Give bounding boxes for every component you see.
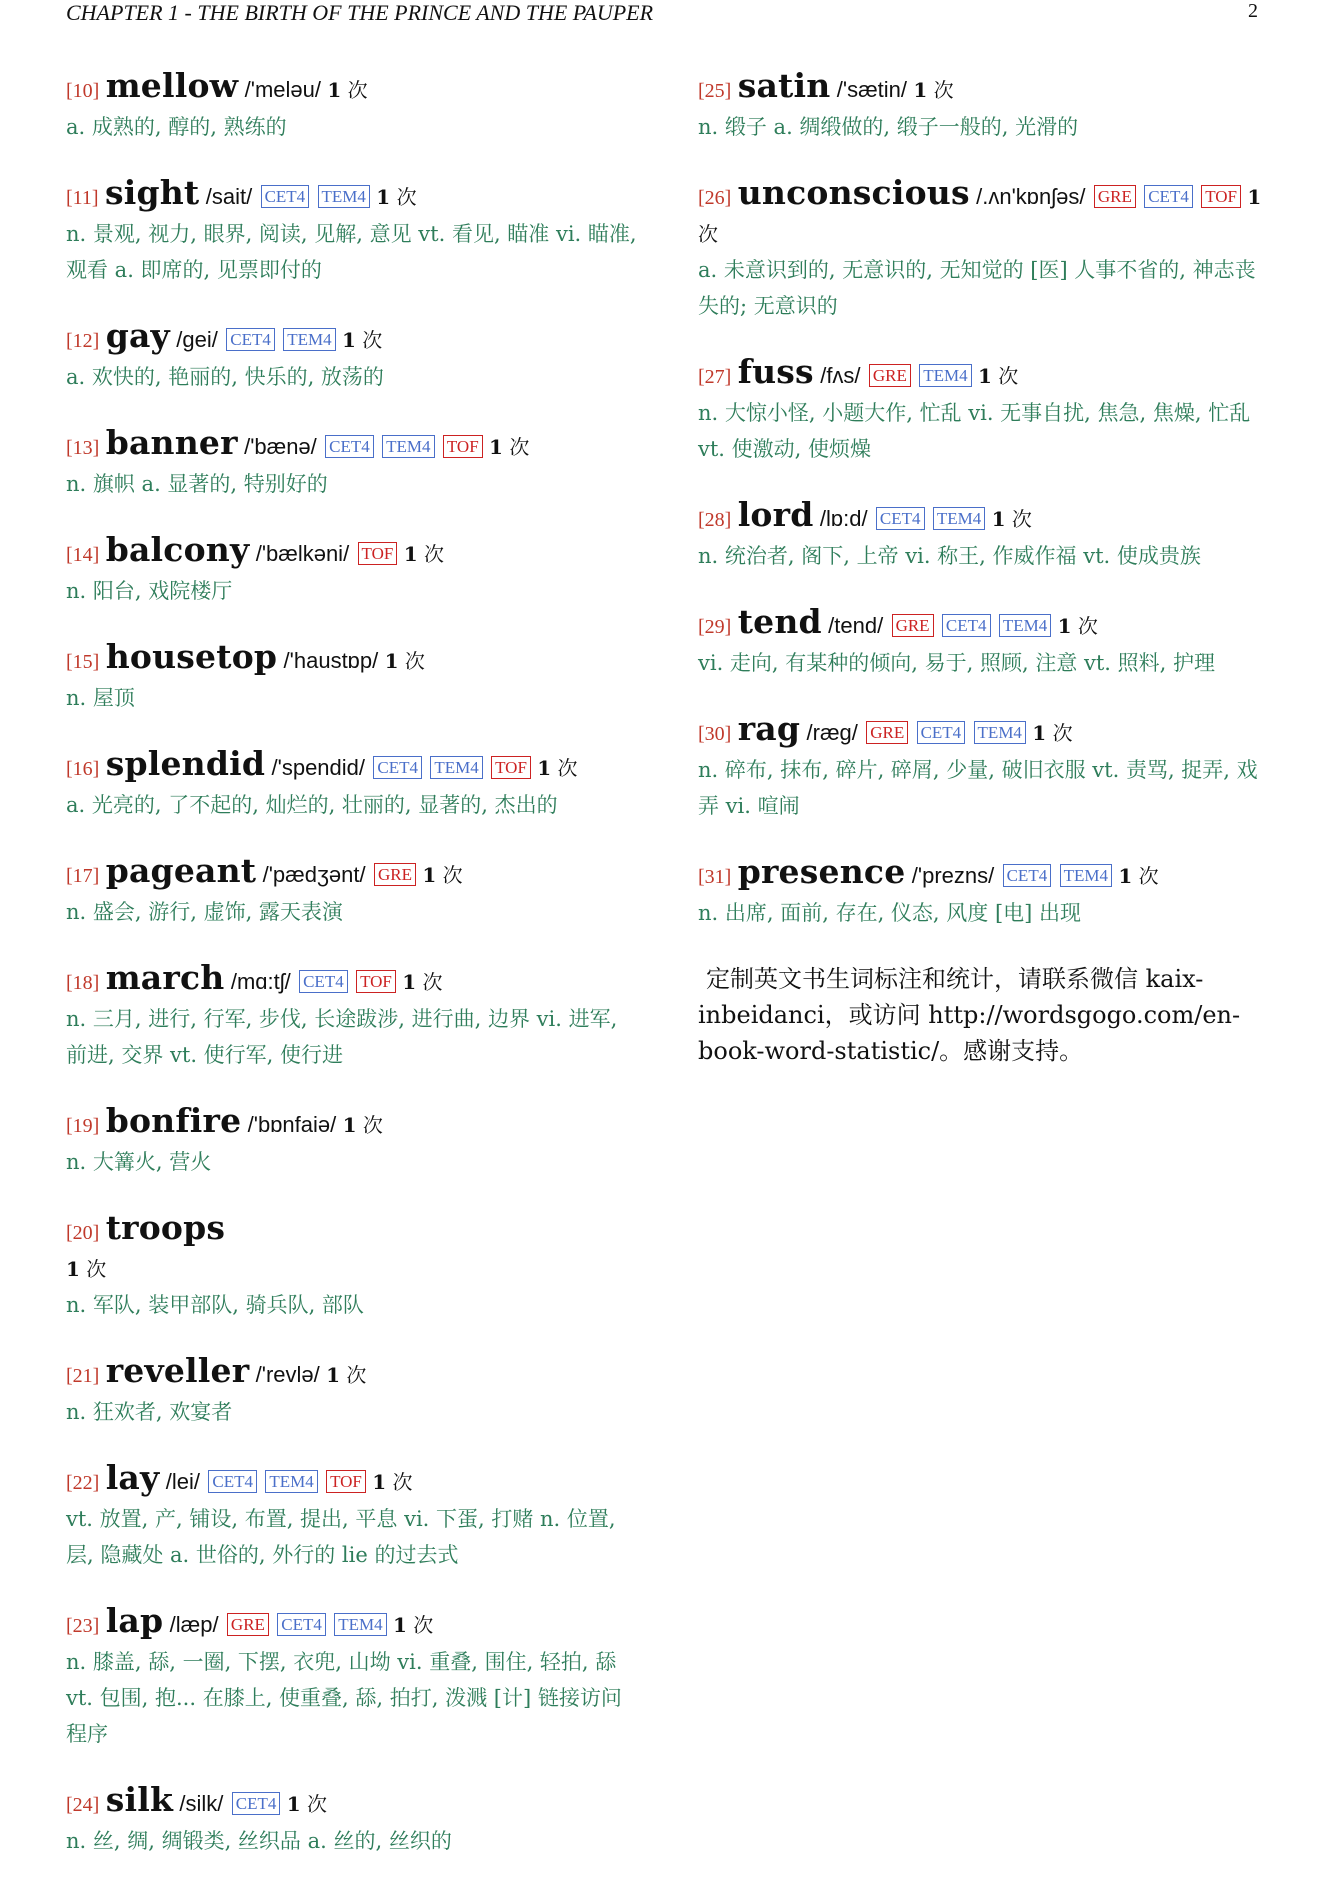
entry-headline (66, 1103, 638, 1144)
word-entry (66, 175, 638, 288)
entry-definition: n. 出席, 面前, 存在, 仪态, 风度 [电] 出现 (698, 901, 1082, 925)
entry-phonetic: /'spendid/ (271, 755, 366, 780)
exam-tag-gre: GRE (374, 863, 416, 886)
entry-word: housetop (105, 637, 278, 676)
entry-headline (66, 639, 638, 680)
entry-definition: n. 碎布, 抹布, 碎片, 碎屑, 少量, 破旧衣服 vt. 责骂, 捉弄, 戏弄 vi. 喧闹 (698, 758, 1258, 818)
entry-phonetic: /'bælkəni/ (255, 541, 350, 566)
exam-tag-cet4: CET4 (373, 756, 422, 779)
exam-tag-gre: GRE (1094, 185, 1136, 208)
entry-word: unconscious (737, 173, 970, 212)
entry-index: [21] (66, 1365, 100, 1387)
entry-definition: a. 欢快的, 艳丽的, 快乐的, 放荡的 (66, 365, 384, 389)
count-unit: 次 (362, 328, 383, 352)
count-unit: 次 (998, 364, 1019, 388)
entry-definition: n. 三月, 进行, 行军, 步伐, 长途跋涉, 进行曲, 边界 vi. 进军, 前进, 交界 vt. 使行军, 使行进 (66, 1007, 618, 1067)
entry-index: [18] (66, 972, 100, 994)
entry-headline (698, 604, 1270, 645)
exam-tag-tem4: TEM4 (974, 721, 1026, 744)
entry-phonetic: /ræg/ (806, 720, 858, 745)
word-entry (698, 497, 1270, 574)
entry-word: splendid (105, 744, 266, 783)
exam-tag-cet4: CET4 (277, 1613, 326, 1636)
entry-definition: n. 盛会, 游行, 虚饰, 露天表演 (66, 900, 343, 924)
entry-word: mellow (105, 66, 239, 105)
count-number: 1 (978, 364, 992, 388)
entry-headline (698, 497, 1270, 538)
entry-index: [28] (698, 509, 732, 531)
count-number: 1 (66, 1257, 80, 1281)
entry-word: banner (105, 423, 238, 462)
entry-word: pageant (105, 851, 257, 890)
entry-headline (66, 175, 638, 216)
word-entry (66, 1103, 638, 1180)
entry-word: lay (105, 1458, 160, 1497)
exam-tag-tof: TOF (1201, 185, 1241, 208)
exam-tag-tem4: TEM4 (919, 364, 971, 387)
entry-phonetic: /mɑ:tʃ/ (230, 969, 291, 994)
entry-phonetic: /'revlə/ (255, 1362, 320, 1387)
entry-count (402, 970, 442, 994)
count-number: 1 (384, 649, 399, 673)
entry-index: [22] (66, 1472, 100, 1494)
right-column (698, 68, 1270, 1069)
count-unit: 次 (1052, 721, 1073, 745)
entry-definition: n. 军队, 装甲部队, 骑兵队, 部队 (66, 1293, 364, 1317)
count-number: 1 (341, 328, 356, 352)
entry-definition: n. 屋顶 (66, 686, 135, 710)
entry-index: [20] (66, 1222, 100, 1244)
entry-headline (66, 746, 638, 787)
count-unit: 次 (347, 78, 368, 102)
exam-tag-tem4: TEM4 (334, 1613, 386, 1636)
entry-phonetic: /'sætin/ (836, 77, 908, 102)
entry-index: [14] (66, 544, 100, 566)
entry-phonetic: /'bænə/ (244, 434, 317, 459)
count-unit: 次 (362, 1113, 383, 1137)
word-entry (66, 318, 638, 395)
exam-tag-tem4: TEM4 (265, 1470, 317, 1493)
page-header (66, 0, 1258, 26)
word-entry (66, 425, 638, 502)
entry-count (393, 1613, 433, 1637)
entry-definition: n. 膝盖, 舔, 一圈, 下摆, 衣兜, 山坳 vi. 重叠, 围住, 轻拍, 舔 vt. 包围, 抱... 在膝上, 使重叠, 舔, 拍打, 泼溅 [计] 链接访问程序 (66, 1650, 622, 1746)
word-entry (66, 639, 638, 716)
entry-word: bonfire (105, 1101, 242, 1140)
exam-tag-cet4: CET4 (232, 1792, 281, 1815)
entry-headline (698, 68, 1270, 109)
exam-tag-tem4: TEM4 (933, 507, 985, 530)
entry-phonetic: /læp/ (169, 1612, 219, 1637)
entry-count (913, 78, 953, 102)
entry-word: presence (737, 852, 906, 891)
count-number: 1 (1057, 614, 1072, 638)
entry-word: lap (105, 1601, 164, 1640)
count-unit: 次 (424, 542, 444, 566)
entry-headline (66, 853, 638, 894)
count-number: 1 (372, 1470, 387, 1494)
count-unit: 次 (404, 649, 425, 673)
entry-word: troops (105, 1208, 226, 1247)
entry-headline (66, 1460, 638, 1501)
entry-headline (66, 532, 638, 573)
entry-definition: a. 未意识到的, 无意识的, 无知觉的 [医] 人事不省的, 神志丧失的; 无意识的 (698, 258, 1256, 318)
entry-count (404, 542, 444, 566)
entry-count (343, 1113, 383, 1137)
entry-word: tend (737, 602, 822, 641)
entry-count (1058, 614, 1098, 638)
entry-word: silk (105, 1780, 174, 1819)
word-entry (698, 68, 1270, 145)
entry-definition: n. 狂欢者, 欢宴者 (66, 1400, 233, 1424)
entry-index: [30] (698, 723, 732, 745)
entry-index: [27] (698, 366, 732, 388)
entry-index: [11] (66, 187, 99, 209)
word-entry (66, 853, 638, 930)
entry-count (287, 1792, 327, 1816)
entry-index: [10] (66, 80, 100, 102)
exam-tag-tof: TOF (356, 970, 396, 993)
count-number: 1 (327, 78, 342, 102)
entry-count (326, 1363, 366, 1387)
entry-definition: n. 缎子 a. 绸缎做的, 缎子一般的, 光滑的 (698, 115, 1079, 139)
word-entry (698, 604, 1270, 681)
entry-count (489, 435, 529, 459)
entry-definition: vt. 放置, 产, 铺设, 布置, 提出, 平息 vi. 下蛋, 打赌 n. 位置, 层, 隐藏处 a. 世俗的, 外行的 lie 的过去式 (66, 1507, 616, 1567)
entry-definition: n. 旗帜 a. 显著的, 特别好的 (66, 472, 328, 496)
entry-count (1118, 864, 1158, 888)
entry-headline (698, 854, 1270, 895)
word-entry (698, 354, 1270, 467)
exam-tag-cet4: CET4 (1144, 185, 1193, 208)
entry-count (978, 364, 1018, 388)
entry-index: [29] (698, 616, 732, 638)
entry-index: [25] (698, 80, 732, 102)
entry-headline (698, 175, 1270, 252)
entry-index: [23] (66, 1615, 100, 1637)
count-number: 1 (1032, 721, 1047, 745)
exam-tag-tem4: TEM4 (999, 614, 1051, 637)
entry-definition: a. 成熟的, 醇的, 熟练的 (66, 115, 287, 139)
exam-tag-cet4: CET4 (1003, 864, 1052, 887)
entry-count-line (66, 1251, 638, 1287)
word-entry (66, 1603, 638, 1752)
entry-word: lord (737, 495, 814, 534)
entry-phonetic: /'pædʒənt/ (262, 862, 366, 887)
entry-count (537, 756, 577, 780)
entry-headline (66, 960, 638, 1001)
entry-count (342, 328, 382, 352)
entry-index: [13] (66, 437, 100, 459)
count-number: 1 (422, 863, 437, 887)
entry-index: [19] (66, 1115, 100, 1137)
entry-phonetic: /tend/ (828, 613, 884, 638)
entry-definition: vi. 走向, 有某种的倾向, 易于, 照顾, 注意 vt. 照料, 护理 (698, 651, 1216, 675)
word-entry (66, 1353, 638, 1430)
count-unit: 次 (509, 435, 530, 459)
count-number: 1 (991, 507, 1006, 531)
entry-word: gay (105, 316, 170, 355)
count-number: 1 (489, 435, 503, 459)
entry-definition: n. 大篝火, 营火 (66, 1150, 212, 1174)
entry-definition: n. 阳台, 戏院楼厅 (66, 579, 233, 603)
count-unit: 次 (346, 1363, 367, 1387)
entry-phonetic: /'prezns/ (911, 863, 995, 888)
count-unit: 次 (413, 1613, 434, 1637)
entry-word: rag (737, 709, 801, 748)
word-entry (66, 1210, 638, 1323)
count-unit: 次 (698, 222, 718, 246)
exam-tag-cet4: CET4 (917, 721, 966, 744)
entry-phonetic: /fʌs/ (820, 363, 861, 388)
entry-word: reveller (105, 1351, 250, 1390)
count-number: 1 (537, 756, 552, 780)
count-unit: 次 (86, 1257, 107, 1281)
count-number: 1 (1118, 864, 1133, 888)
entry-headline (66, 1782, 638, 1823)
entry-headline (66, 318, 638, 359)
exam-tag-gre: GRE (869, 364, 911, 387)
count-unit: 次 (392, 1470, 413, 1494)
entry-index: [15] (66, 651, 100, 673)
entry-headline (698, 711, 1270, 752)
entry-definition: n. 丝, 绸, 绸锻类, 丝织品 a. 丝的, 丝织的 (66, 1829, 452, 1853)
entry-headline (66, 1210, 638, 1251)
entry-index: [16] (66, 758, 100, 780)
entry-word: satin (737, 66, 831, 105)
entry-phonetic: /'meləu/ (244, 77, 322, 102)
exam-tag-cet4: CET4 (325, 435, 374, 458)
chapter-title: CHAPTER 1 - THE BIRTH OF THE PRINCE AND THE PAUPER (66, 0, 654, 25)
count-unit: 次 (1138, 864, 1159, 888)
exam-tag-gre: GRE (866, 721, 908, 744)
exam-tag-tof: TOF (326, 1470, 366, 1493)
entry-word: balcony (105, 530, 250, 569)
entry-phonetic: /'bɒnfaiə/ (247, 1112, 337, 1137)
word-entry (698, 711, 1270, 824)
exam-tag-gre: GRE (227, 1613, 269, 1636)
word-entry (698, 854, 1270, 931)
entry-count (992, 507, 1032, 531)
word-entry (698, 175, 1270, 324)
entry-headline (66, 68, 638, 109)
entry-phonetic: /sait/ (205, 184, 253, 209)
exam-tag-tof: TOF (443, 435, 483, 458)
word-entry (66, 1782, 638, 1859)
entry-count (66, 1257, 106, 1281)
exam-tag-tof: TOF (491, 756, 531, 779)
exam-tag-tof: TOF (358, 542, 398, 565)
entry-definition: n. 大惊小怪, 小题大作, 忙乱 vi. 无事自扰, 焦急, 焦燥, 忙乱 vt. 使激动, 使烦燥 (698, 401, 1251, 461)
exam-tag-cet4: CET4 (261, 185, 310, 208)
entry-headline (66, 1603, 638, 1644)
count-number: 1 (326, 1363, 341, 1387)
entry-index: [12] (66, 330, 100, 352)
count-number: 1 (286, 1792, 301, 1816)
entry-word: march (105, 958, 225, 997)
exam-tag-tem4: TEM4 (1060, 864, 1112, 887)
entry-headline (66, 1353, 638, 1394)
exam-tag-cet4: CET4 (226, 328, 275, 351)
entry-index: [24] (66, 1794, 100, 1816)
entry-count (422, 863, 462, 887)
entry-index: [17] (66, 865, 100, 887)
exam-tag-cet4: CET4 (208, 1470, 257, 1493)
page-number: 2 (1248, 0, 1258, 22)
count-unit: 次 (306, 1792, 327, 1816)
exam-tag-tem4: TEM4 (283, 328, 335, 351)
exam-tag-tem4: TEM4 (318, 185, 370, 208)
exam-tag-cet4: CET4 (299, 970, 348, 993)
entry-headline (698, 354, 1270, 395)
exam-tag-cet4: CET4 (942, 614, 991, 637)
exam-tag-cet4: CET4 (876, 507, 925, 530)
count-number: 1 (342, 1113, 357, 1137)
entry-index: [31] (698, 866, 732, 888)
word-entry (66, 532, 638, 609)
count-unit: 次 (933, 78, 954, 102)
exam-tag-tem4: TEM4 (430, 756, 482, 779)
exam-tag-gre: GRE (892, 614, 934, 637)
count-number: 1 (376, 185, 391, 209)
entry-phonetic: /lɒ:d/ (819, 506, 868, 531)
left-column (66, 68, 638, 1889)
entry-word: fuss (737, 352, 814, 391)
entry-count (1032, 721, 1072, 745)
entry-headline (66, 425, 638, 466)
entry-definition: n. 景观, 视力, 眼界, 阅读, 见解, 意见 vt. 看见, 瞄准 vi. 瞄准, 观看 a. 即席的, 见票即付的 (66, 222, 637, 282)
count-number: 1 (393, 1613, 407, 1637)
entry-count (385, 649, 425, 673)
count-number: 1 (1247, 185, 1262, 209)
entry-phonetic: /gei/ (176, 327, 218, 352)
entry-definition: a. 光亮的, 了不起的, 灿烂的, 壮丽的, 显著的, 杰出的 (66, 793, 558, 817)
entry-phonetic: /silk/ (179, 1791, 224, 1816)
count-unit: 次 (557, 756, 578, 780)
count-unit: 次 (422, 970, 443, 994)
count-unit: 次 (396, 185, 417, 209)
count-unit: 次 (442, 863, 463, 887)
count-unit: 次 (1011, 507, 1032, 531)
entry-phonetic: /lei/ (165, 1469, 200, 1494)
entry-definition: n. 统治者, 阁下, 上帝 vi. 称王, 作威作福 vt. 使成贵族 (698, 544, 1201, 568)
entry-index: [26] (698, 187, 732, 209)
count-number: 1 (403, 542, 418, 566)
entry-phonetic: /'haustɒp/ (283, 648, 379, 673)
promo-text: 定制英文书生词标注和统计，请联系微信 kaix-inbeidanci，或访问 http://wordsgogo.com/en-book-word-statistic/。感谢支持。 (698, 965, 1241, 1065)
word-entry (66, 1460, 638, 1573)
entry-count (327, 78, 367, 102)
entry-phonetic: /.ʌn'kɒnʃəs/ (976, 184, 1086, 209)
word-entry (66, 960, 638, 1073)
word-entry (66, 746, 638, 823)
entry-word: sight (104, 173, 200, 212)
entry-count (376, 185, 416, 209)
count-unit: 次 (1077, 614, 1098, 638)
count-number: 1 (402, 970, 417, 994)
word-entry (66, 68, 638, 145)
exam-tag-tem4: TEM4 (382, 435, 434, 458)
entry-count (372, 1470, 412, 1494)
count-number: 1 (913, 78, 928, 102)
